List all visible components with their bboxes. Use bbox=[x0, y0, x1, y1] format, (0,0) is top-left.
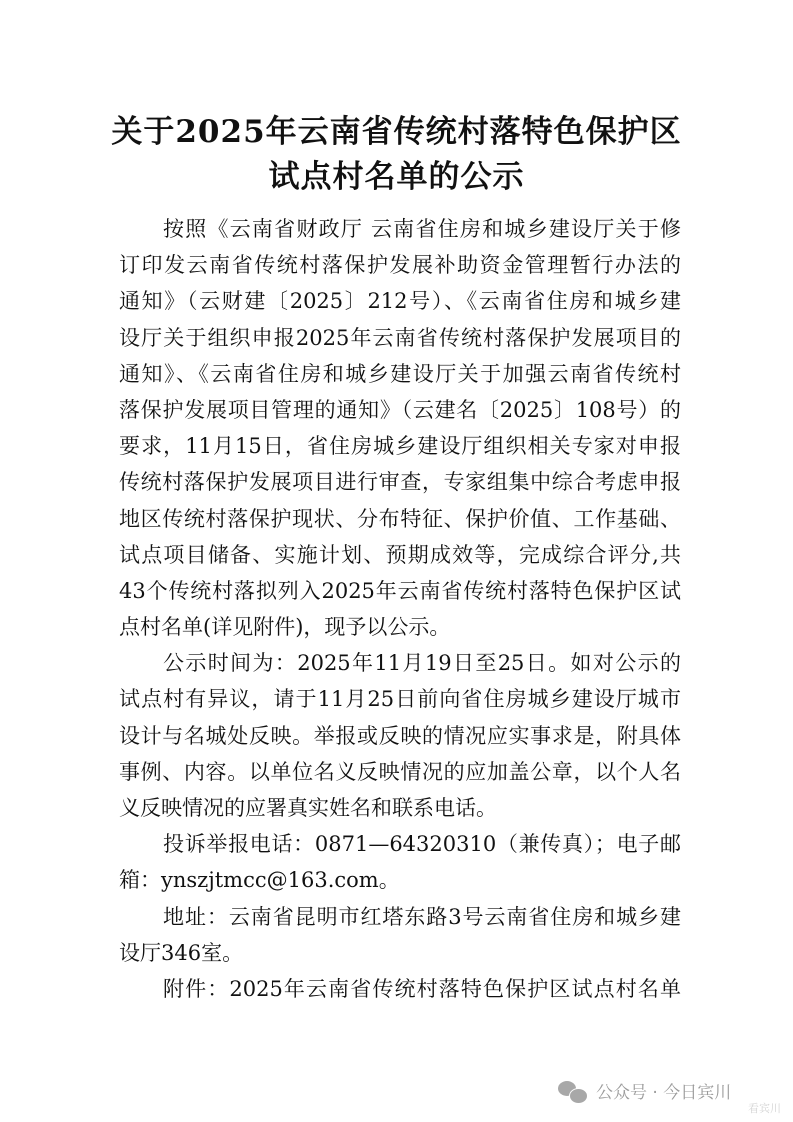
paragraph-line: 地区传统村落保护现状、分布特征、保护价值、工作基础、 bbox=[119, 506, 681, 531]
paragraph-line: 事例、内容。以单位名义反映情况的应加盖公章，以个人名 bbox=[119, 759, 681, 784]
contact-email-line: 箱：ynszjtmcc@163.com。 bbox=[119, 868, 400, 893]
paragraph-line: 43个传统村落拟列入2025年云南省传统村落特色保护区试 bbox=[119, 578, 681, 603]
attachment-line: 附件：2025年云南省传统村落特色保护区试点村名单 bbox=[163, 976, 681, 1001]
paragraph-line: 要求，11月15日，省住房城乡建设厅组织相关专家对申报 bbox=[119, 434, 681, 459]
address-line: 地址：云南省昆明市红塔东路3号云南省住房和城乡建 bbox=[163, 904, 681, 929]
watermark: 看宾川 bbox=[748, 1102, 781, 1115]
document-body bbox=[119, 211, 681, 1007]
paragraph-line: 按照《云南省财政厅 云南省住房和城乡建设厅关于修 bbox=[163, 217, 681, 241]
paragraph-line: 试点村有异议，请于11月25日前向省住房城乡建设厅城市 bbox=[119, 687, 681, 712]
paragraph-line: 设厅关于组织申报2025年云南省传统村落保护发展项目的 bbox=[119, 325, 681, 350]
wechat-icon bbox=[558, 1079, 590, 1103]
paragraph-line: 落保护发展项目管理的通知》（云建名〔2025〕108号）的 bbox=[119, 397, 681, 422]
paragraph-line: 通知》（云财建〔2025〕212号）、《云南省住房和城乡建 bbox=[119, 289, 681, 314]
document-title-line-2: 试点村名单的公示 bbox=[268, 159, 525, 195]
address-line: 设厅346室。 bbox=[119, 940, 244, 965]
paragraph-line: 义反映情况的应署真实姓名和联系电话。 bbox=[119, 796, 497, 820]
paragraph-line: 传统村落保护发展项目进行审查，专家组集中综合考虑申报 bbox=[119, 470, 681, 495]
paragraph-line: 通知》、《云南省住房和城乡建设厅关于加强云南省传统村 bbox=[119, 361, 681, 386]
wechat-source-footer bbox=[558, 1078, 731, 1103]
document-title-line-1: 关于2025年云南省传统村落特色保护区 bbox=[111, 114, 682, 150]
source-label: 公众号 · 今日宾川 bbox=[596, 1083, 732, 1103]
paragraph-line: 公示时间为：2025年11月19日至25日。如对公示的 bbox=[163, 651, 681, 676]
paragraph-line: 订印发云南省传统村落保护发展补助资金管理暂行办法的 bbox=[119, 253, 681, 278]
paragraph-line: 设计与名城处反映。举报或反映的情况应实事求是，附具体 bbox=[119, 723, 681, 748]
contact-phone-line: 投诉举报电话：0871—64320310（兼传真）；电子邮 bbox=[163, 832, 681, 857]
paragraph-line: 试点项目储备、实施计划、预期成效等，完成综合评分,共 bbox=[119, 542, 681, 567]
paragraph-line: 点村名单(详见附件)，现予以公示。 bbox=[119, 615, 451, 640]
